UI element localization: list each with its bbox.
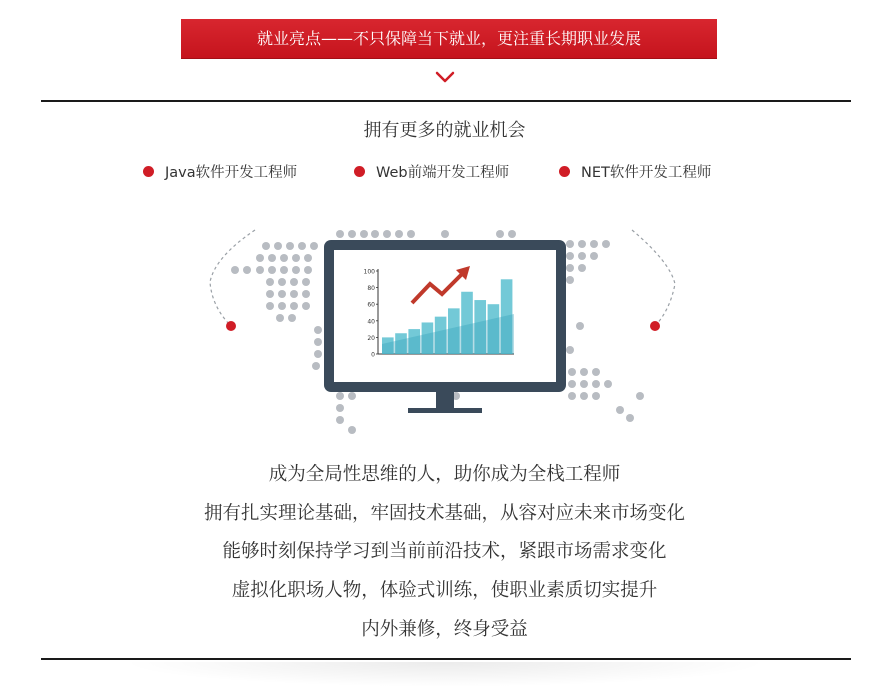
feature-line: 内外兼修，终身受益 (361, 618, 528, 640)
map-dot (290, 290, 298, 298)
map-dot (371, 230, 379, 238)
map-dot (592, 392, 600, 400)
map-dot (590, 252, 598, 260)
map-dot (395, 230, 403, 238)
feature-line: 成为全局性思维的人，助你成为全栈工程师 (268, 464, 621, 485)
bullet-dot-icon (143, 166, 154, 177)
map-dot (278, 290, 286, 298)
map-dot (290, 302, 298, 310)
divider-top (41, 100, 851, 102)
feature-line: 虚拟化职场人物，体验式训练，使职业素质切实提升 (231, 580, 658, 602)
dashed-arc-left (210, 230, 255, 331)
map-dot (602, 240, 610, 248)
map-dot (441, 230, 449, 238)
feature-list (0, 459, 889, 652)
job-label: Java软件开发工程师 (165, 164, 298, 181)
job-item-net (559, 160, 711, 182)
job-list (0, 160, 889, 182)
map-dot (578, 264, 586, 272)
map-dot (626, 414, 634, 422)
job-item-web (354, 160, 509, 182)
map-dot (336, 230, 344, 238)
map-dot (314, 338, 322, 346)
divider-bottom (41, 658, 851, 660)
map-dot (266, 302, 274, 310)
map-dot (407, 230, 415, 238)
map-dot (568, 368, 576, 376)
map-dot (288, 314, 296, 322)
chart-tick-label: 20 (367, 334, 375, 342)
bottom-shadow (120, 662, 770, 687)
map-dot (568, 380, 576, 388)
section-subtitle: 拥有更多的就业机会 (363, 120, 526, 141)
map-dot (496, 230, 504, 238)
map-dot (302, 302, 310, 310)
map-dot (383, 230, 391, 238)
map-dot (292, 254, 300, 262)
map-dot (580, 392, 588, 400)
job-item-java (143, 160, 297, 182)
job-label: NET软件开发工程师 (581, 164, 712, 181)
map-dot (566, 276, 574, 284)
highlight-banner: 就业亮点——不只保障当下就业，更注重长期职业发展 (181, 19, 717, 59)
map-dot (268, 254, 276, 262)
map-dot (262, 242, 270, 250)
chart-tick-label: 40 (367, 318, 375, 326)
bullet-dot-icon (354, 166, 365, 177)
chart-tick-label: 80 (367, 285, 375, 293)
map-dot (590, 240, 598, 248)
map-dot (304, 254, 312, 262)
map-dot (592, 368, 600, 376)
map-dot (578, 252, 586, 260)
map-dot (348, 392, 356, 400)
dashed-arc-right (632, 230, 675, 331)
map-dot (302, 278, 310, 286)
map-dot (278, 278, 286, 286)
map-dot (566, 240, 574, 248)
map-dot (348, 426, 356, 434)
map-dot (592, 380, 600, 388)
map-dot (256, 254, 264, 262)
chevron-down-icon (434, 70, 456, 84)
map-dot (580, 368, 588, 376)
map-dot (314, 350, 322, 358)
chart-tick-label: 100 (363, 268, 375, 276)
map-dot (268, 266, 276, 274)
map-dot (566, 264, 574, 272)
map-dot (566, 252, 574, 260)
map-dot (304, 266, 312, 274)
map-dot (280, 266, 288, 274)
map-dot (636, 392, 644, 400)
map-dot (360, 230, 368, 238)
map-dot (578, 240, 586, 248)
map-dot (276, 314, 284, 322)
map-dot (508, 230, 516, 238)
map-dot (231, 266, 239, 274)
map-dot (312, 362, 320, 370)
monitor-chart-illustration (200, 222, 690, 444)
map-dot (266, 278, 274, 286)
map-dot (298, 242, 306, 250)
map-dot (336, 392, 344, 400)
map-dot (616, 406, 624, 414)
chart-tick-label: 60 (367, 301, 375, 309)
map-dot (314, 326, 322, 334)
map-dot (256, 266, 264, 274)
map-dot (280, 254, 288, 262)
map-dot (336, 416, 344, 424)
map-dot (310, 242, 318, 250)
map-dot (576, 322, 584, 330)
feature-line: 能够时刻保持学习到当前前沿技术，紧跟市场需求变化 (222, 541, 667, 563)
map-dot (302, 290, 310, 298)
map-dot (348, 230, 356, 238)
job-label: Web前端开发工程师 (376, 164, 510, 181)
map-dot (580, 380, 588, 388)
map-dot (274, 242, 282, 250)
map-dot (243, 266, 251, 274)
map-dot (266, 290, 274, 298)
map-dot (278, 302, 286, 310)
map-dot (566, 346, 574, 354)
map-dot (292, 266, 300, 274)
map-dot (568, 392, 576, 400)
bullet-dot-icon (559, 166, 570, 177)
chart-tick-label: 0 (371, 351, 375, 359)
map-dot (286, 242, 294, 250)
map-dot (336, 404, 344, 412)
map-dot (604, 380, 612, 388)
map-dot (290, 278, 298, 286)
feature-line: 拥有扎实理论基础，牢固技术基础，从容对应未来市场变化 (203, 502, 685, 524)
